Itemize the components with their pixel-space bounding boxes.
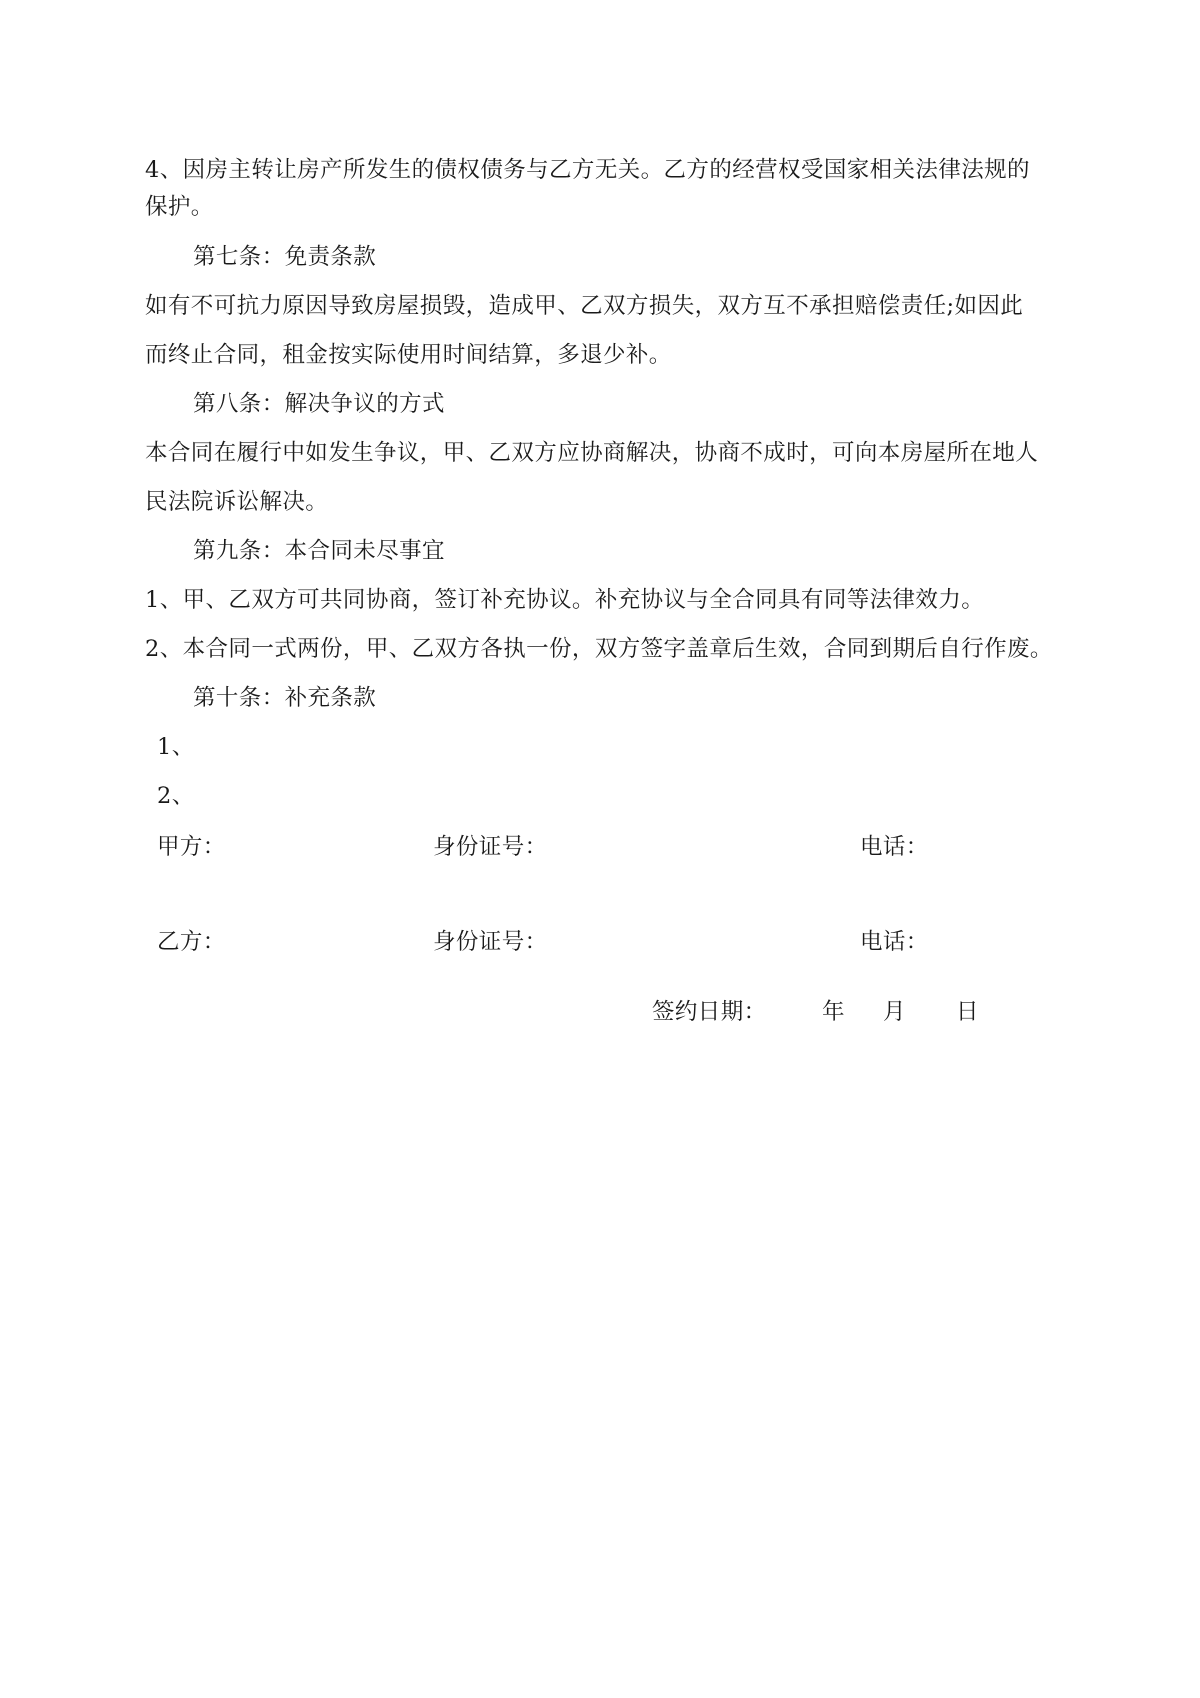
party-a-label: 甲方： [157,834,226,860]
party-b-label: 乙方： [157,929,226,955]
signing-year-label: 年 [822,999,845,1025]
article7-heading: 第七条：免责条款 [193,244,377,270]
article8-heading: 第八条：解决争议的方式 [193,391,445,417]
article10-item1: 1、 [157,734,195,760]
party-a-phone-label: 电话： [860,834,929,860]
article9-item2: 2、本合同一式两份，甲、乙双方各执一份，双方签字盖章后生效，合同到期后自行作废。 [145,636,1053,662]
article7-line1: 如有不可抗力原因导致房屋损毁，造成甲、乙双方损失，双方互不承担赔偿责任;如因此 [145,293,1024,319]
party-a-id-label: 身份证号： [433,834,548,860]
article10-heading: 第十条：补充条款 [193,685,377,711]
article8-line1: 本合同在履行中如发生争议，甲、乙双方应协商解决，协商不成时，可向本房屋所在地人 [145,440,1039,466]
article8-line2: 民法院诉讼解决。 [145,489,329,515]
article6-item4-line1: 4、因房主转让房产所发生的债权债务与乙方无关。乙方的经营权受国家相关法律法规的 [145,157,1030,183]
article9-item1: 1、甲、乙双方可共同协商，签订补充协议。补充协议与全合同具有同等法律效力。 [145,587,985,613]
signing-date-label: 签约日期： [652,999,767,1025]
article9-heading: 第九条：本合同未尽事宜 [193,538,445,564]
article10-item2: 2、 [157,783,195,809]
article7-line2: 而终止合同，租金按实际使用时间结算，多退少补。 [145,342,672,368]
signing-day-label: 日 [956,999,979,1025]
article6-item4-line2: 保护。 [145,194,214,220]
party-b-phone-label: 电话： [860,929,929,955]
signing-month-label: 月 [883,999,906,1025]
party-b-id-label: 身份证号： [433,929,548,955]
